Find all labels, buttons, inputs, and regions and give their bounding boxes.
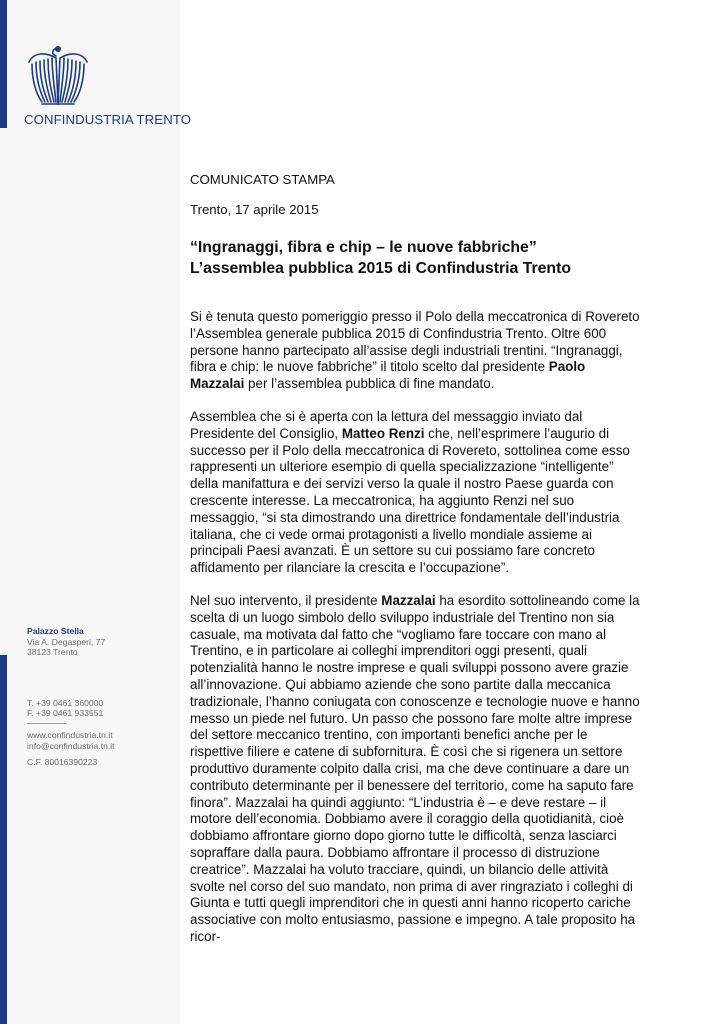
paragraph-1: Si è tenuta questo pomeriggio presso il Polo della meccatronica di Rovereto l’Assemblea generale pubblica 2015 di Confindustria Trento. Oltre 600 persone hanno partecipato all’assise degli industriali trentini. “Ingranaggi, fibra e chip: le nuove fabbriche” il titolo scelto dal presidente Paolo Mazzalai per l’assemblea pubblica di fine mandato. <box>190 309 640 392</box>
headline-line-2: L’assemblea pubblica 2015 di Confindustria Trento <box>190 260 571 277</box>
bold-name-mazzalai: Mazzalai <box>381 592 436 608</box>
body-text <box>190 309 640 946</box>
sidebar-background <box>0 0 192 1024</box>
brand-bar-top <box>0 0 7 128</box>
contact-email[interactable]: info@confindustria.tn.it <box>27 740 115 751</box>
contact-phone: T. +39 0461 360000 <box>27 697 104 708</box>
contact-divider <box>27 723 67 724</box>
logo-wordmark: CONFINDUSTRIA TRENTO <box>24 112 192 127</box>
brand-bar-bottom <box>0 655 7 1024</box>
paragraph-2: Assemblea che si è aperta con la lettura del messaggio inviato dal Presidente del Consiglio, Matteo Renzi che, nell’esprimere l’augurio di successo per il Polo della meccatronica di Rovereto, sottolinea come esso rappresenti un ulteriore esempio di quella specializzazione “intelligente” della manifattura e dei servizi verso la quale il nostro Paese guarda con crescente interesse. La meccatronica, ha aggiunto Renzi nel suo messaggio, “si sta dimostrando una direttrice fondamentale dell’industria italiana, che ci vede ormai protagonisti a livello mondiale assieme ai principali Paesi avanzati. È un settore su cui possiamo fare concreto affidamento per rilanciare la crescita e l’occupazione”. <box>190 408 630 576</box>
contact-address-line-1: Via A. Degasperi, 77 <box>27 636 106 647</box>
contact-tax-code: C.F. 80016390223 <box>27 757 98 768</box>
bold-name-renzi: Matteo Renzi <box>341 425 425 441</box>
contact-address-line-2: 38123 Trento <box>27 647 78 658</box>
doc-label: COMUNICATO STAMPA <box>190 172 335 187</box>
contact-fax: F. +39 0461 933551 <box>27 708 104 719</box>
contact-org: Palazzo Stella <box>27 626 84 636</box>
paragraph-3: Nel suo intervento, il presidente Mazzalai ha esordito sottolineando come la scelta di un luogo simbolo dello sviluppo industriale del Trentino non sia casuale, ma motivata dal fatto che “vogliamo fare toccare con mano al Trentino, e in particolare ai colleghi imprenditori oggi presenti, quali potenzialità hanno le nostre imprese e quali sviluppi possono avere grazie all’innovazione. Qui abbiamo aziende che sono partite dalla meccanica tradizionale, l’hanno coniugata con conoscenze e tecnologie nuove e hanno messo un piede nel futuro. Un passo che possono fare molte altre imprese del settore meccanico trentino, con importanti benefici anche per le rispettive filiere e catene di subfornitura. È così che si rigenera un settore produttivo duramente colpito dalla crisi, ma che deve continuare a dare un contributo determinante per il benessere del territorio, come ha saputo fare finora”. Mazzalai ha quindi aggiunto: “L’industria è – e deve restare – il motore dell’economia. Dobbiamo avere il coraggio della quotidianità, cioè dobbiamo affrontare giorno dopo giorno tutte le difficoltà, senza lasciarci sopraffare dalla paura. Dobbiamo affrontare il processo di distruzione creatrice”. Mazzalai ha voluto tracciare, quindi, un bilancio delle attività svolte nel corso del suo mandato, non prima di aver ringraziato i colleghi di Giunta e tutti quegli imprenditori che in questi anni hanno ricoperto cariche associative con molto entusiasmo, passione e impegno. A tale proposito ha ricor- <box>190 592 640 944</box>
confindustria-logo <box>24 40 192 127</box>
doc-date: Trento, 17 aprile 2015 <box>190 202 319 217</box>
contact-block <box>27 626 115 768</box>
headline <box>190 237 640 279</box>
eagle-emblem-icon <box>26 40 90 106</box>
headline-line-1: “Ingranaggi, fibra e chip – le nuove fabbriche” <box>190 239 537 256</box>
contact-website[interactable]: www.confindustria.tn.it <box>27 729 113 740</box>
bold-name-mazzalai-full: Paolo Mazzalai <box>190 359 586 392</box>
press-release <box>190 172 640 962</box>
